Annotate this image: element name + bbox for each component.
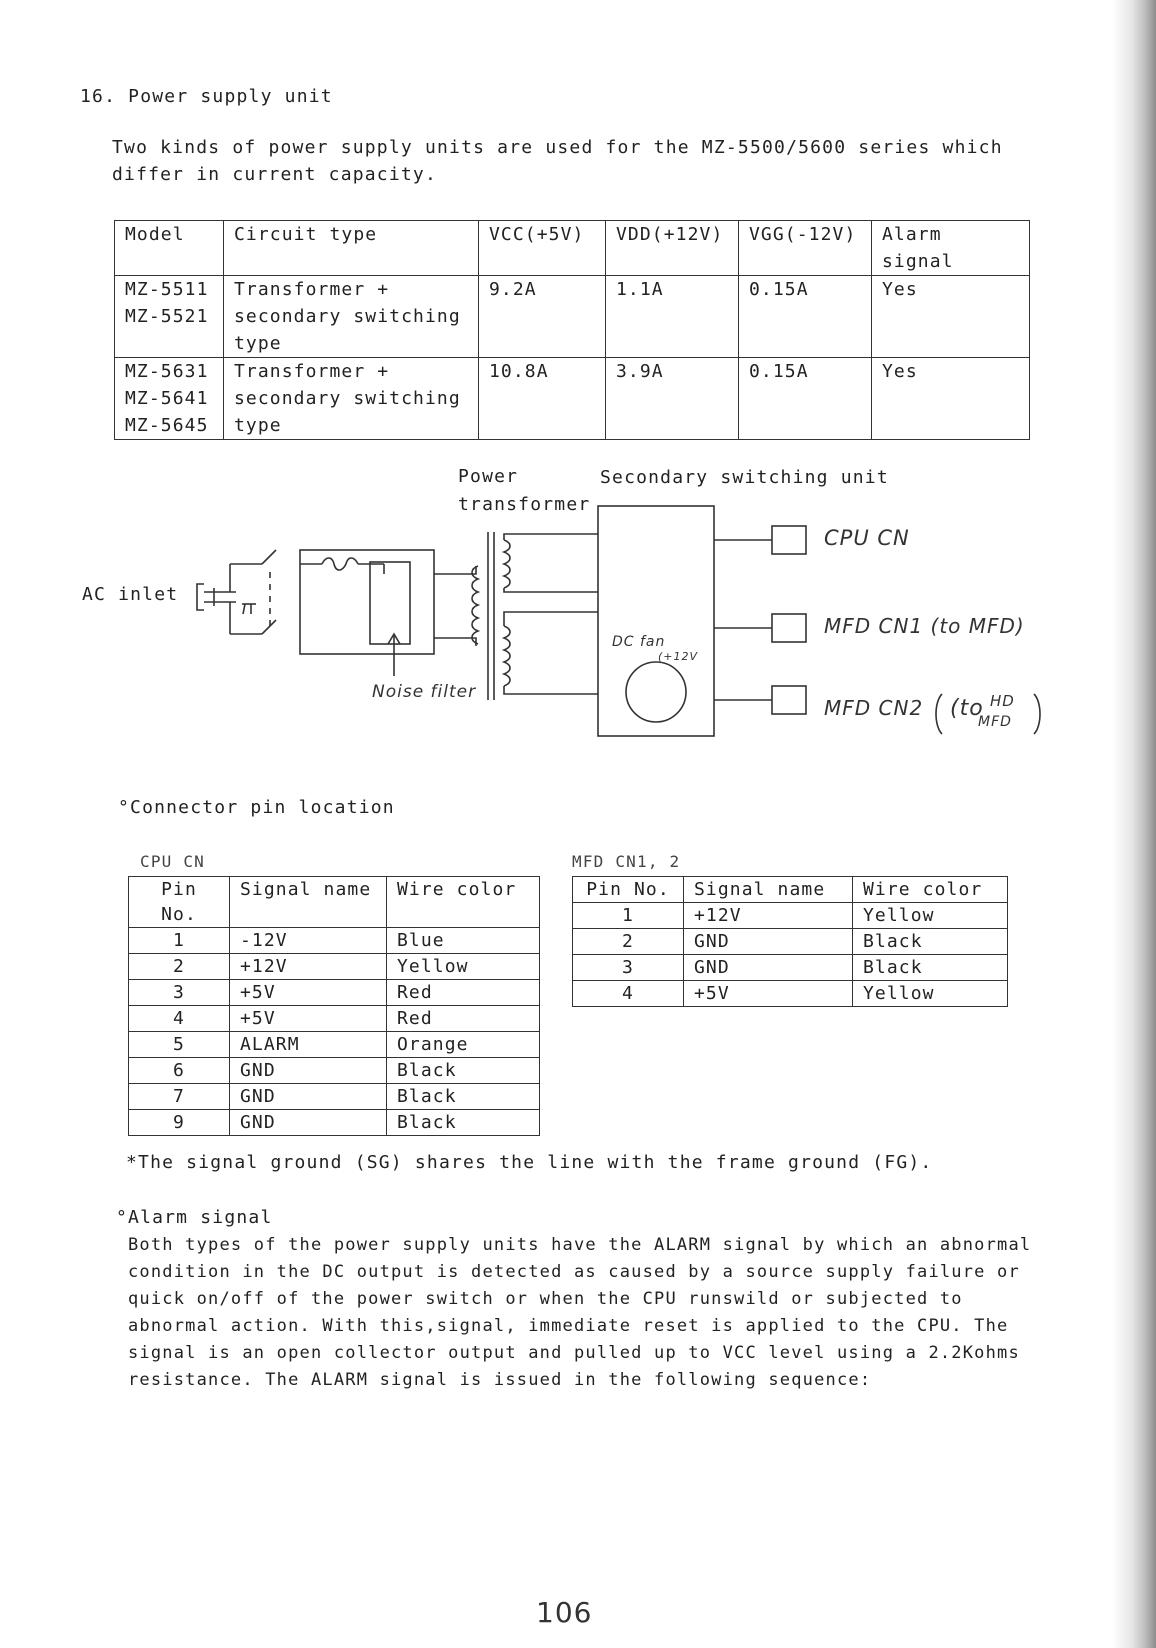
header-vcc: VCC(+5V) (479, 221, 606, 276)
vcc-cell: 10.8A (479, 358, 606, 440)
signal-name: GND (230, 1110, 387, 1136)
signal-name: GND (230, 1084, 387, 1110)
alarm-heading: °Alarm signal (116, 1207, 273, 1228)
label-transformer: transformer (458, 494, 591, 515)
cpu-cn-row (129, 980, 540, 1006)
label-mfd-cn1: MFD CN1 (to MFD) (824, 614, 1025, 638)
cpu-cn-row (129, 1006, 540, 1032)
model-name: MZ-5645 (125, 415, 209, 436)
signal-name: +12V (230, 954, 387, 980)
header-circuit-type: Circuit type (224, 221, 479, 276)
page-number: 106 (536, 1596, 593, 1629)
wire-color: Red (387, 1006, 540, 1032)
pin-number: 3 (573, 955, 684, 981)
wire-color: Black (853, 955, 1008, 981)
label-cpu-cn: CPU CN (824, 526, 910, 550)
vgg-cell: 0.15A (739, 358, 872, 440)
pin-number: 1 (573, 903, 684, 929)
signal-name: +5V (684, 981, 853, 1007)
cpu-cn-row (129, 1032, 540, 1058)
vgg-cell: 0.15A (739, 276, 872, 358)
mfd-cn-row (573, 903, 1008, 929)
mfd-header-signal: Signal name (684, 877, 853, 903)
cpu-cn-row (129, 954, 540, 980)
vdd-cell: 3.9A (606, 358, 739, 440)
vdd-cell: 1.1A (606, 276, 739, 358)
cpu-cn-header-row (129, 877, 540, 928)
cpu-cn-row (129, 1110, 540, 1136)
wire-color: Red (387, 980, 540, 1006)
pin-number: 7 (129, 1084, 230, 1110)
circuit-line: Transformer + (234, 279, 390, 300)
wire-color: Yellow (853, 903, 1008, 929)
power-supply-diagram (0, 0, 1156, 760)
wire-color: Black (387, 1084, 540, 1110)
header-vgg: VGG(-12V) (739, 221, 872, 276)
circuit-line: type (234, 333, 282, 354)
cpu-cn-row (129, 1084, 540, 1110)
circuit-line: type (234, 415, 282, 436)
circuit-line: secondary switching (234, 306, 461, 327)
alarm-body: Both types of the power supply units have the ALARM signal by which an abnormal condition in the DC output is detected as caused by a source supply failure or quick on/off of the power switch or when the CPU runswild or subjected to abnormal action. With this,signal, immediate reset is applied to the CPU. The signal is an open collector output and pulled up to VCC level using a 2.2Kohms resistance. The ALARM signal is issued in the following sequence: (128, 1235, 1032, 1390)
mfd-cn-row (573, 955, 1008, 981)
pin-number: 4 (129, 1006, 230, 1032)
cpu-cn-table (128, 876, 540, 1136)
pin-number: 3 (129, 980, 230, 1006)
label-ac-inlet: AC inlet (82, 584, 179, 605)
cpu-header-signal: Signal name (230, 877, 387, 928)
mfd-header-wire: Wire color (853, 877, 1008, 903)
signal-name: +12V (684, 903, 853, 929)
mfd-cn-row (573, 929, 1008, 955)
vcc-cell: 9.2A (479, 276, 606, 358)
cpu-header-wire: Wire color (387, 877, 540, 928)
cpu-cn-title: CPU CN (140, 852, 205, 871)
wire-color: Black (387, 1058, 540, 1084)
model-name: MZ-5511 (125, 279, 209, 300)
signal-name: ALARM (230, 1032, 387, 1058)
label-mfd-cn2: MFD CN2 (824, 696, 924, 720)
cpu-cn-row (129, 928, 540, 954)
model-name: MZ-5521 (125, 306, 209, 327)
signal-name: GND (684, 955, 853, 981)
pin-number: 2 (573, 929, 684, 955)
mfd-cn-title: MFD CN1, 2 (572, 852, 681, 871)
circuit-line: secondary switching (234, 388, 461, 409)
signal-name: +5V (230, 1006, 387, 1032)
label-secondary-switching-unit: Secondary switching unit (600, 467, 889, 488)
signal-name: GND (684, 929, 853, 955)
mfd-header-pin: Pin No. (573, 877, 684, 903)
label-noise-filter: Noise filter (372, 682, 477, 702)
label-power: Power (458, 466, 519, 487)
label-mfd-dest: MFD (978, 714, 1012, 730)
section-intro: Two kinds of power supply units are used for the MZ-5500/5600 series which differ in current capacity. (112, 137, 1003, 185)
alarm-cell: Yes (872, 358, 1030, 440)
signal-name: GND (230, 1058, 387, 1084)
header-vdd: VDD(+12V) (606, 221, 739, 276)
pin-number: 9 (129, 1110, 230, 1136)
wire-color: Yellow (387, 954, 540, 980)
model-name: MZ-5641 (125, 388, 209, 409)
wire-color: Black (387, 1110, 540, 1136)
wire-color: Yellow (853, 981, 1008, 1007)
model-name: MZ-5631 (125, 361, 209, 382)
circuit-line: Transformer + (234, 361, 390, 382)
connector-heading: °Connector pin location (118, 797, 395, 818)
dc-fan-symbol (626, 662, 686, 722)
ac-inlet-symbol (197, 550, 276, 634)
secondary-switching-unit-box (598, 506, 714, 736)
section-number: 16. (80, 86, 117, 107)
sg-fg-note: *The signal ground (SG) shares the line with the frame ground (FG). (126, 1152, 933, 1173)
wire-color: Blue (387, 928, 540, 954)
mfd-cn-header-row (573, 877, 1008, 903)
wire-color: Black (853, 929, 1008, 955)
power-transformer-symbol (472, 532, 598, 700)
pin-number: 4 (573, 981, 684, 1007)
header-alarm-signal: Alarm signal (872, 221, 1030, 276)
cpu-cn-row (129, 1058, 540, 1084)
header-model: Model (115, 221, 224, 276)
pin-number: 2 (129, 954, 230, 980)
signal-name: +5V (230, 980, 387, 1006)
label-dc-fan: DC fan (612, 634, 666, 650)
alarm-cell: Yes (872, 276, 1030, 358)
section-title: Power supply unit (128, 86, 333, 107)
label-hd: HD (990, 692, 1015, 710)
signal-name: -12V (230, 928, 387, 954)
mfd-cn-row (573, 981, 1008, 1007)
noise-filter-symbol (300, 550, 434, 676)
label-mfd-cn2-to: (to (950, 696, 984, 721)
cpu-header-pin: Pin No. (129, 877, 230, 928)
output-connectors (714, 526, 806, 714)
pin-number: 1 (129, 928, 230, 954)
pin-number: 5 (129, 1032, 230, 1058)
mfd-cn-table (572, 876, 1008, 1007)
pin-number: 6 (129, 1058, 230, 1084)
label-fan-voltage: (+12V (658, 650, 699, 663)
wire-color: Orange (387, 1032, 540, 1058)
